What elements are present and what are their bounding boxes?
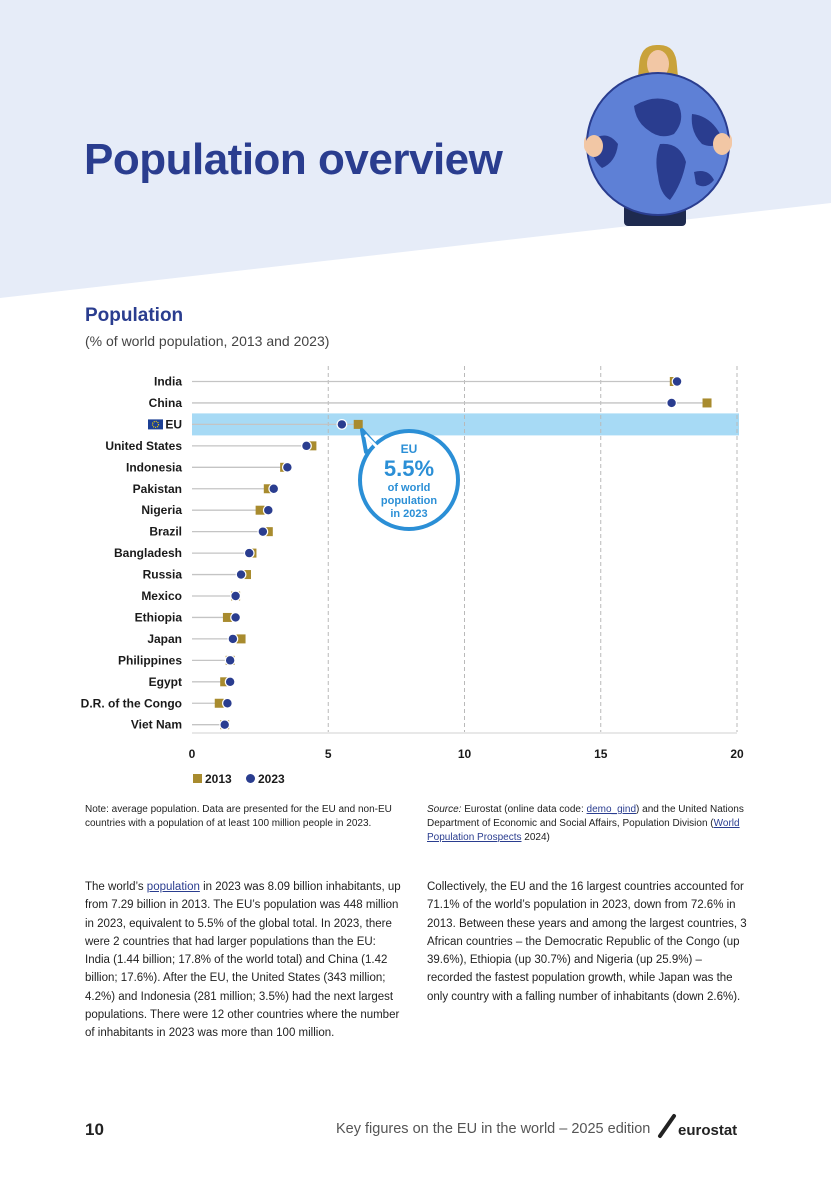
category-label-china: China [148,395,182,410]
marker-2023-viet-nam [220,720,230,730]
category-label-india: India [153,374,182,389]
legend-item-2023 [246,772,285,786]
population-chart [0,360,831,800]
category-label-philippines: Philippines [117,653,182,668]
category-label-brazil: Brazil [149,524,182,539]
marker-2023-china [667,398,677,408]
eu-callout [360,430,458,529]
marker-2023-egypt [225,677,235,687]
eurostat-logo [656,1112,751,1142]
brand-name: eurostat [678,1122,738,1139]
marker-2023-ethiopia [231,613,241,623]
marker-2023-pakistan [269,484,279,494]
category-label-egypt: Egypt [148,674,182,689]
publication-title: Key figures on the EU in the world – 2025 edition [336,1121,651,1137]
page-number: 10 [85,1120,104,1139]
body-text-left: The world’s population in 2023 was 8.09 billion inhabitants, up from 7.29 billion in 2013. The EU’s population was 448 million in 2023, equivalent to 5.5% of the global total. In 2023, there were 2 countries that had larger populations than the EU: India (1.44 billion; 17.8% of the world total) and China (1.42 billion; 17.6%). After the EU, the United States (343 million; 4.2%) and Indonesia (281 million; 3.5%) had the next largest populations. There were 12 other countries where the number of inhabitants in 2023 was more than 100 million. [85,881,401,1040]
marker-2023-bangladesh [244,548,254,558]
link-demo-gind[interactable]: demo_gind [586,804,637,815]
category-label-nigeria: Nigeria [141,503,182,518]
link-world-population-prospects[interactable]: World Population Prospects [427,818,740,843]
marker-2013-eu [354,420,363,429]
x-tick-label-5: 5 [324,747,332,761]
globe-illustration [576,44,741,229]
chart-source: Source: Eurostat (online data code: demo_gind) and the United Nations Department of Economic and Social Affairs, Population Division (World Population Prospects 2024) [427,804,744,843]
category-label-ethiopia: Ethiopia [134,610,182,625]
category-label-russia: Russia [142,567,182,582]
marker-2023-united-states [302,441,312,451]
x-tick-label-20: 20 [730,747,744,761]
x-tick-label-10: 10 [457,747,472,761]
callout-line4: population [380,495,438,507]
marker-2013-china [703,398,712,407]
link-population[interactable]: population [146,881,200,893]
chart-subtitle: (% of world population, 2013 and 2023) [85,333,330,349]
source-label: Source: [427,804,462,815]
legend-square-icon [193,774,202,783]
category-label-viet-nam: Viet Nam [130,717,182,732]
marker-2023-brazil [258,527,268,537]
eu-flag-icon [148,419,163,429]
callout-line3: of world [387,482,431,494]
marker-2023-indonesia [283,463,293,473]
category-label-mexico: Mexico [141,589,182,603]
marker-2023-japan [228,634,238,644]
category-label-eu: EU [165,417,182,432]
callout-eu-label: EU [400,442,418,456]
category-label-japan: Japan [147,631,182,646]
category-label-united-states: United States [105,438,182,453]
marker-2023-eu [337,420,347,430]
x-tick-label-15: 15 [594,747,608,761]
legend-label-2023: 2023 [258,772,285,786]
legend-label-2013: 2013 [205,772,232,786]
marker-2023-india [672,377,682,387]
legend-circle-icon [246,774,255,783]
marker-2023-mexico [231,591,241,601]
page-title: Population overview [84,135,503,184]
marker-2023-nigeria [264,505,274,515]
category-label-d-r-of-the-congo: D.R. of the Congo [80,696,182,711]
category-label-indonesia: Indonesia [125,460,182,475]
marker-2023-d-r-of-the-congo [223,698,233,708]
callout-line5: in 2023 [390,508,428,520]
chart-title: Population [85,305,184,326]
category-label-pakistan: Pakistan [132,481,182,496]
body-text-right: Collectively, the EU and the 16 largest countries accounted for 71.1% of the world’s population in 2023, down from 72.6% in 2013. Between these years and among the largest countries, 3 African countries – the Democratic Republic of the Congo (up 39.6%), Ethiopia (up 30.7%) and Nigeria (up 25.9%) – recorded the fastest population growth, while Japan was the only country with a falling number of inhabitants (down 2.6%). [427,881,747,1003]
callout-value: 5.5% [383,456,435,481]
chart-note: Note: average population. Data are presented for the EU and non-EU countries with a population of at least 100 million people in 2023. [85,804,392,829]
marker-2023-russia [236,570,246,580]
legend-item-2013 [193,772,232,786]
category-label-bangladesh: Bangladesh [113,546,182,561]
x-tick-label-0: 0 [188,747,196,761]
marker-2023-philippines [225,656,235,666]
